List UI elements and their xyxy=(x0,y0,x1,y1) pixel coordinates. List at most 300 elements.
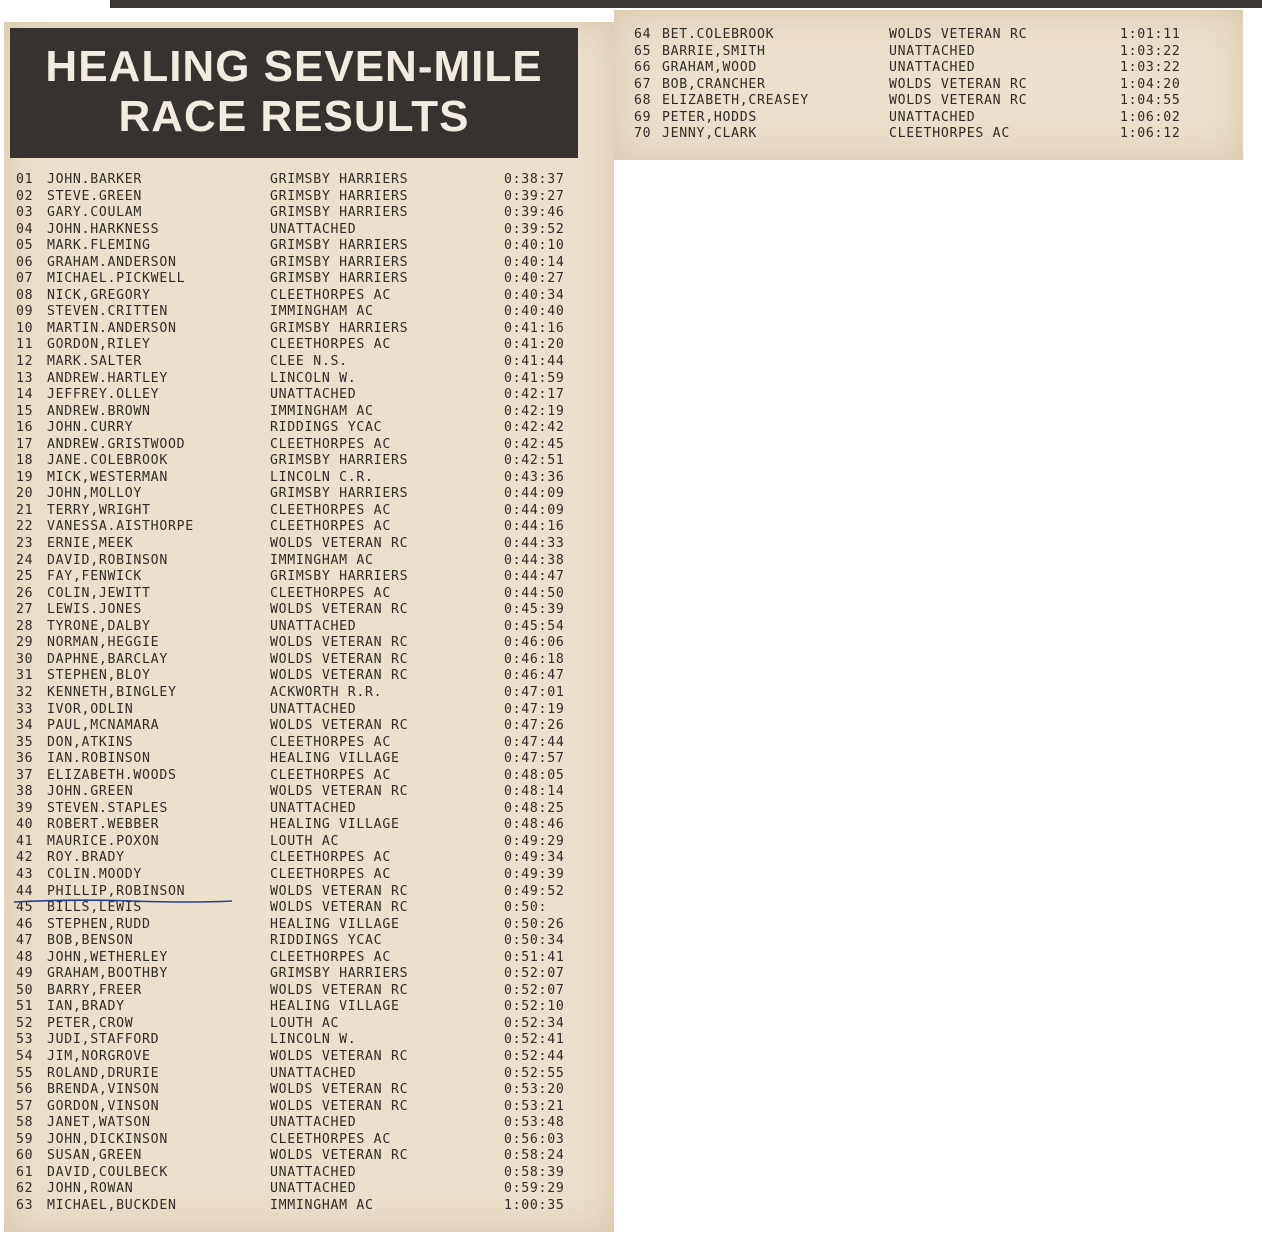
result-position: 48 xyxy=(16,949,34,965)
result-position: 64 xyxy=(634,27,652,42)
result-row xyxy=(634,60,1189,77)
headline-line-2: RACE RESULTS xyxy=(118,92,470,141)
result-row xyxy=(16,288,586,305)
result-row xyxy=(16,685,586,702)
runner-name: BARRIE,SMITH xyxy=(662,43,766,59)
result-position: 30 xyxy=(16,651,34,667)
runner-club: WOLDS VETERAN RC xyxy=(270,900,409,916)
result-row xyxy=(16,172,586,189)
runner-name: TYRONE,DALBY xyxy=(47,618,151,634)
runner-club: WOLDS VETERAN RC xyxy=(270,1098,409,1114)
finish-time: 1:06:02 xyxy=(1120,109,1181,125)
finish-time: 0:42:42 xyxy=(504,420,565,436)
result-row xyxy=(16,470,586,487)
runner-name: JUDI,STAFFORD xyxy=(47,1032,160,1048)
runner-name: JOHN.GREEN xyxy=(47,784,134,800)
finish-time: 0:49:29 xyxy=(504,833,565,849)
result-row xyxy=(16,437,586,454)
finish-time: 0:40:40 xyxy=(504,304,565,320)
runner-name: JOHN.CURRY xyxy=(47,420,134,436)
runner-club: WOLDS VETERAN RC xyxy=(270,668,409,684)
runner-club: GRIMSBY HARRIERS xyxy=(270,453,409,469)
result-position: 04 xyxy=(16,221,34,237)
finish-time: 0:47:01 xyxy=(504,684,565,700)
runner-name: VANESSA.AISTHORPE xyxy=(47,519,194,535)
result-position: 36 xyxy=(16,751,34,767)
result-row xyxy=(16,784,586,801)
result-row xyxy=(16,1082,586,1099)
finish-time: 0:56:03 xyxy=(504,1131,565,1147)
finish-time: 1:06:12 xyxy=(1120,126,1181,142)
result-row xyxy=(16,569,586,586)
finish-time: 0:52:41 xyxy=(504,1032,565,1048)
runner-club: CLEETHORPES AC xyxy=(270,767,391,783)
result-row xyxy=(16,983,586,1000)
runner-name: GORDON,VINSON xyxy=(47,1098,160,1114)
runner-name: JOHN,MOLLOY xyxy=(47,486,143,502)
runner-club: LOUTH AC xyxy=(270,833,340,849)
runner-club: GRIMSBY HARRIERS xyxy=(270,486,409,502)
runner-club: WOLDS VETERAN RC xyxy=(270,602,409,618)
runner-club: GRIMSBY HARRIERS xyxy=(270,238,409,254)
result-position: 35 xyxy=(16,734,34,750)
runner-club: GRIMSBY HARRIERS xyxy=(270,254,409,270)
finish-time: 0:59:29 xyxy=(504,1181,565,1197)
runner-name: MARK.SALTER xyxy=(47,354,143,370)
finish-time: 1:04:20 xyxy=(1120,76,1181,92)
result-row xyxy=(634,44,1189,61)
runner-name: MICK,WESTERMAN xyxy=(47,469,168,485)
runner-name: JOHN.BARKER xyxy=(47,172,143,187)
runner-name: BET.COLEBROOK xyxy=(662,27,775,42)
finish-time: 1:04:55 xyxy=(1120,93,1181,109)
result-position: 26 xyxy=(16,585,34,601)
finish-time: 0:47:44 xyxy=(504,734,565,750)
finish-time: 0:44:16 xyxy=(504,519,565,535)
runner-club: UNATTACHED xyxy=(270,1164,357,1180)
finish-time: 1:03:22 xyxy=(1120,60,1181,76)
result-position: 29 xyxy=(16,635,34,651)
result-row xyxy=(16,222,586,239)
finish-time: 0:44:50 xyxy=(504,585,565,601)
result-row xyxy=(16,1148,586,1165)
runner-name: KENNETH,BINGLEY xyxy=(47,684,177,700)
finish-time: 0:41:16 xyxy=(504,320,565,336)
runner-club: WOLDS VETERAN RC xyxy=(889,27,1028,42)
finish-time: 0:40:34 xyxy=(504,287,565,303)
result-position: 23 xyxy=(16,536,34,552)
runner-name: ANDREW.BROWN xyxy=(47,403,151,419)
runner-club: RIDDINGS YCAC xyxy=(270,933,383,949)
finish-time: 0:45:39 xyxy=(504,602,565,618)
finish-time: 0:50:34 xyxy=(504,933,565,949)
finish-time: 0:52:10 xyxy=(504,999,565,1015)
runner-club: WOLDS VETERAN RC xyxy=(270,1048,409,1064)
result-position: 44 xyxy=(16,883,34,899)
runner-name: STEVEN.STAPLES xyxy=(47,800,168,816)
runner-name: BARRY,FREER xyxy=(47,982,143,998)
runner-club: CLEETHORPES AC xyxy=(270,502,391,518)
result-position: 49 xyxy=(16,966,34,982)
runner-club: CLEETHORPES AC xyxy=(270,866,391,882)
runner-name: STEPHEN,RUDD xyxy=(47,916,151,932)
runner-name: MARK.FLEMING xyxy=(47,238,151,254)
result-row xyxy=(16,304,586,321)
result-position: 27 xyxy=(16,602,34,618)
result-row xyxy=(16,1066,586,1083)
result-position: 70 xyxy=(634,126,652,142)
finish-time: 0:43:36 xyxy=(504,469,565,485)
result-position: 33 xyxy=(16,701,34,717)
runner-name: IAN,BRADY xyxy=(47,999,125,1015)
finish-time: 0:48:05 xyxy=(504,767,565,783)
result-position: 22 xyxy=(16,519,34,535)
runner-club: WOLDS VETERAN RC xyxy=(270,1082,409,1098)
result-row xyxy=(16,1198,586,1215)
runner-club: GRIMSBY HARRIERS xyxy=(270,569,409,585)
finish-time: 0:49:34 xyxy=(504,850,565,866)
runner-club: LINCOLN W. xyxy=(270,370,357,386)
runner-name: JOHN.HARKNESS xyxy=(47,221,160,237)
finish-time: 0:47:26 xyxy=(504,718,565,734)
finish-time: 0:40:10 xyxy=(504,238,565,254)
runner-club: CLEETHORPES AC xyxy=(270,850,391,866)
finish-time: 1:00:35 xyxy=(504,1197,565,1213)
result-position: 67 xyxy=(634,76,652,92)
result-position: 25 xyxy=(16,569,34,585)
result-position: 14 xyxy=(16,387,34,403)
finish-time: 0:52:07 xyxy=(504,966,565,982)
result-row xyxy=(16,817,586,834)
finish-time: 0:38:37 xyxy=(504,172,565,187)
result-row xyxy=(16,1181,586,1198)
runner-club: GRIMSBY HARRIERS xyxy=(270,966,409,982)
result-position: 62 xyxy=(16,1181,34,1197)
runner-name: DAVID,COULBECK xyxy=(47,1164,168,1180)
runner-club: UNATTACHED xyxy=(270,618,357,634)
runner-name: BOB,CRANCHER xyxy=(662,76,766,92)
result-row xyxy=(16,1032,586,1049)
result-row xyxy=(16,337,586,354)
runner-name: BOB,BENSON xyxy=(47,933,134,949)
result-position: 53 xyxy=(16,1032,34,1048)
result-row xyxy=(16,189,586,206)
runner-club: WOLDS VETERAN RC xyxy=(889,76,1028,92)
runner-name: IVOR,ODLIN xyxy=(47,701,134,717)
runner-name: JOHN,DICKINSON xyxy=(47,1131,168,1147)
runner-club: WOLDS VETERAN RC xyxy=(889,93,1028,109)
result-row xyxy=(16,652,586,669)
result-row xyxy=(16,255,586,272)
runner-name: MICHAEL.PICKWELL xyxy=(47,271,186,287)
result-row xyxy=(16,238,586,255)
result-position: 59 xyxy=(16,1131,34,1147)
finish-time: 1:03:22 xyxy=(1120,43,1181,59)
finish-time: 0:51:41 xyxy=(504,949,565,965)
runner-name: NICK,GREGORY xyxy=(47,287,151,303)
result-position: 11 xyxy=(16,337,34,353)
runner-club: GRIMSBY HARRIERS xyxy=(270,188,409,204)
result-row xyxy=(16,751,586,768)
finish-time: 0:44:09 xyxy=(504,502,565,518)
result-position: 13 xyxy=(16,370,34,386)
result-row xyxy=(16,933,586,950)
result-row xyxy=(16,1165,586,1182)
runner-club: UNATTACHED xyxy=(270,701,357,717)
result-position: 32 xyxy=(16,684,34,700)
runner-name: ROY.BRADY xyxy=(47,850,125,866)
result-row xyxy=(16,602,586,619)
runner-club: GRIMSBY HARRIERS xyxy=(270,320,409,336)
runner-name: BRENDA,VINSON xyxy=(47,1082,160,1098)
finish-time: 0:46:18 xyxy=(504,651,565,667)
runner-name: GORDON,RILEY xyxy=(47,337,151,353)
runner-name: COLIN,JEWITT xyxy=(47,585,151,601)
result-position: 38 xyxy=(16,784,34,800)
results-list xyxy=(16,172,586,1214)
finish-time: 0:44:38 xyxy=(504,552,565,568)
result-row xyxy=(16,486,586,503)
runner-club: HEALING VILLAGE xyxy=(270,916,400,932)
finish-time: 0:58:24 xyxy=(504,1148,565,1164)
finish-time: 0:53:20 xyxy=(504,1082,565,1098)
result-row xyxy=(16,1115,586,1132)
result-position: 17 xyxy=(16,436,34,452)
finish-time: 0:40:27 xyxy=(504,271,565,287)
finish-time: 0:48:46 xyxy=(504,817,565,833)
result-position: 66 xyxy=(634,60,652,76)
runner-name: COLIN.MOODY xyxy=(47,866,143,882)
runner-name: JOHN,WETHERLEY xyxy=(47,949,168,965)
result-position: 20 xyxy=(16,486,34,502)
finish-time: 0:42:19 xyxy=(504,403,565,419)
finish-time: 0:47:19 xyxy=(504,701,565,717)
finish-time: 0:41:44 xyxy=(504,354,565,370)
runner-name: NORMAN,HEGGIE xyxy=(47,635,160,651)
runner-name: BILLS,LEWIS xyxy=(47,900,143,916)
result-row xyxy=(16,867,586,884)
finish-time: 0:53:48 xyxy=(504,1115,565,1131)
finish-time: 0:41:20 xyxy=(504,337,565,353)
runner-club: IMMINGHAM AC xyxy=(270,1197,374,1213)
result-position: 43 xyxy=(16,866,34,882)
runner-name: STEPHEN,BLOY xyxy=(47,668,151,684)
finish-time: 0:44:47 xyxy=(504,569,565,585)
runner-club: RIDDINGS YCAC xyxy=(270,420,383,436)
runner-club: HEALING VILLAGE xyxy=(270,999,400,1015)
headline-line-1: HEALING SEVEN-MILE xyxy=(45,42,543,91)
result-position: 24 xyxy=(16,552,34,568)
finish-time: 0:44:33 xyxy=(504,536,565,552)
clipping-top-edge xyxy=(110,0,1262,8)
runner-club: WOLDS VETERAN RC xyxy=(270,784,409,800)
runner-name: SUSAN,GREEN xyxy=(47,1148,143,1164)
result-position: 28 xyxy=(16,618,34,634)
runner-club: LINCOLN C.R. xyxy=(270,469,374,485)
runner-club: UNATTACHED xyxy=(270,387,357,403)
result-position: 34 xyxy=(16,718,34,734)
result-position: 40 xyxy=(16,817,34,833)
runner-club: GRIMSBY HARRIERS xyxy=(270,172,409,187)
result-position: 02 xyxy=(16,188,34,204)
pen-underline-mark xyxy=(12,898,234,904)
result-position: 47 xyxy=(16,933,34,949)
result-row xyxy=(16,1099,586,1116)
runner-club: WOLDS VETERAN RC xyxy=(270,883,409,899)
runner-club: UNATTACHED xyxy=(270,1181,357,1197)
runner-club: ACKWORTH R.R. xyxy=(270,684,383,700)
result-row xyxy=(16,950,586,967)
result-row xyxy=(16,768,586,785)
runner-club: WOLDS VETERAN RC xyxy=(270,651,409,667)
runner-name: PETER,CROW xyxy=(47,1015,134,1031)
result-row xyxy=(16,850,586,867)
result-position: 01 xyxy=(16,172,34,187)
result-position: 63 xyxy=(16,1197,34,1213)
runner-club: CLEETHORPES AC xyxy=(270,585,391,601)
runner-name: PHILLIP,ROBINSON xyxy=(47,883,186,899)
runner-name: ANDREW.GRISTWOOD xyxy=(47,436,186,452)
runner-name: IAN.ROBINSON xyxy=(47,751,151,767)
result-row xyxy=(16,702,586,719)
result-position: 08 xyxy=(16,287,34,303)
runner-club: WOLDS VETERAN RC xyxy=(270,635,409,651)
runner-name: STEVE.GREEN xyxy=(47,188,143,204)
result-row xyxy=(16,999,586,1016)
result-position: 42 xyxy=(16,850,34,866)
result-row xyxy=(16,271,586,288)
runner-name: DAPHNE,BARCLAY xyxy=(47,651,168,667)
result-row xyxy=(16,404,586,421)
runner-club: CLEETHORPES AC xyxy=(270,734,391,750)
runner-club: UNATTACHED xyxy=(889,60,976,76)
runner-name: JEFFREY.OLLEY xyxy=(47,387,160,403)
finish-time: 0:50: xyxy=(504,900,548,916)
runner-name: ERNIE,MEEK xyxy=(47,536,134,552)
finish-time: 1:01:11 xyxy=(1120,27,1181,42)
finish-time: 0:42:17 xyxy=(504,387,565,403)
runner-name: DON,ATKINS xyxy=(47,734,134,750)
runner-name: STEVEN.CRITTEN xyxy=(47,304,168,320)
result-row xyxy=(16,503,586,520)
result-position: 51 xyxy=(16,999,34,1015)
runner-name: MAURICE.POXON xyxy=(47,833,160,849)
result-row xyxy=(16,718,586,735)
result-row xyxy=(634,126,1189,143)
runner-club: HEALING VILLAGE xyxy=(270,751,400,767)
runner-name: GRAHAM,BOOTHBY xyxy=(47,966,168,982)
result-row xyxy=(16,371,586,388)
result-position: 41 xyxy=(16,833,34,849)
runner-name: GRAHAM.ANDERSON xyxy=(47,254,177,270)
result-row xyxy=(16,354,586,371)
result-row xyxy=(16,801,586,818)
result-position: 69 xyxy=(634,109,652,125)
finish-time: 0:45:54 xyxy=(504,618,565,634)
result-position: 05 xyxy=(16,238,34,254)
runner-name: DAVID,ROBINSON xyxy=(47,552,168,568)
runner-club: CLEE N.S. xyxy=(270,354,348,370)
finish-time: 0:49:52 xyxy=(504,883,565,899)
result-position: 07 xyxy=(16,271,34,287)
runner-name: MICHAEL,BUCKDEN xyxy=(47,1197,177,1213)
finish-time: 0:39:27 xyxy=(504,188,565,204)
result-position: 50 xyxy=(16,982,34,998)
runner-club: UNATTACHED xyxy=(270,221,357,237)
finish-time: 0:52:07 xyxy=(504,982,565,998)
result-position: 45 xyxy=(16,900,34,916)
runner-club: WOLDS VETERAN RC xyxy=(270,1148,409,1164)
result-row xyxy=(16,635,586,652)
runner-club: CLEETHORPES AC xyxy=(270,949,391,965)
result-row xyxy=(16,917,586,934)
runner-name: LEWIS.JONES xyxy=(47,602,143,618)
runner-club: HEALING VILLAGE xyxy=(270,817,400,833)
runner-club: LOUTH AC xyxy=(270,1015,340,1031)
result-position: 55 xyxy=(16,1065,34,1081)
result-position: 61 xyxy=(16,1164,34,1180)
result-position: 46 xyxy=(16,916,34,932)
finish-time: 0:52:55 xyxy=(504,1065,565,1081)
runner-club: UNATTACHED xyxy=(270,1065,357,1081)
finish-time: 0:50:26 xyxy=(504,916,565,932)
result-position: 15 xyxy=(16,403,34,419)
result-row xyxy=(16,586,586,603)
result-row xyxy=(16,1132,586,1149)
finish-time: 0:52:44 xyxy=(504,1048,565,1064)
runner-name: JANET,WATSON xyxy=(47,1115,151,1131)
runner-club: CLEETHORPES AC xyxy=(270,337,391,353)
result-position: 03 xyxy=(16,205,34,221)
result-position: 39 xyxy=(16,800,34,816)
finish-time: 0:44:09 xyxy=(504,486,565,502)
result-position: 16 xyxy=(16,420,34,436)
finish-time: 0:41:59 xyxy=(504,370,565,386)
runner-name: ANDREW.HARTLEY xyxy=(47,370,168,386)
runner-name: GARY.COULAM xyxy=(47,205,143,221)
runner-name: JOHN,ROWAN xyxy=(47,1181,134,1197)
results-list-continued xyxy=(634,27,1189,143)
result-row xyxy=(16,321,586,338)
result-position: 37 xyxy=(16,767,34,783)
result-row xyxy=(634,77,1189,94)
result-row xyxy=(16,205,586,222)
result-row xyxy=(16,1049,586,1066)
runner-name: PAUL,MCNAMARA xyxy=(47,718,160,734)
runner-club: UNATTACHED xyxy=(889,43,976,59)
runner-club: WOLDS VETERAN RC xyxy=(270,536,409,552)
result-position: 06 xyxy=(16,254,34,270)
result-position: 68 xyxy=(634,93,652,109)
result-row xyxy=(16,668,586,685)
runner-name: ROBERT.WEBBER xyxy=(47,817,160,833)
runner-club: IMMINGHAM AC xyxy=(270,304,374,320)
result-position: 57 xyxy=(16,1098,34,1114)
runner-club: UNATTACHED xyxy=(270,1115,357,1131)
runner-club: CLEETHORPES AC xyxy=(889,126,1010,142)
result-position: 58 xyxy=(16,1115,34,1131)
finish-time: 0:46:06 xyxy=(504,635,565,651)
runner-name: MARTIN.ANDERSON xyxy=(47,320,177,336)
finish-time: 0:47:57 xyxy=(504,751,565,767)
runner-name: JANE.COLEBROOK xyxy=(47,453,168,469)
result-row xyxy=(16,420,586,437)
result-position: 12 xyxy=(16,354,34,370)
result-row xyxy=(16,387,586,404)
result-row xyxy=(634,110,1189,127)
result-row xyxy=(16,519,586,536)
runner-name: TERRY,WRIGHT xyxy=(47,502,151,518)
